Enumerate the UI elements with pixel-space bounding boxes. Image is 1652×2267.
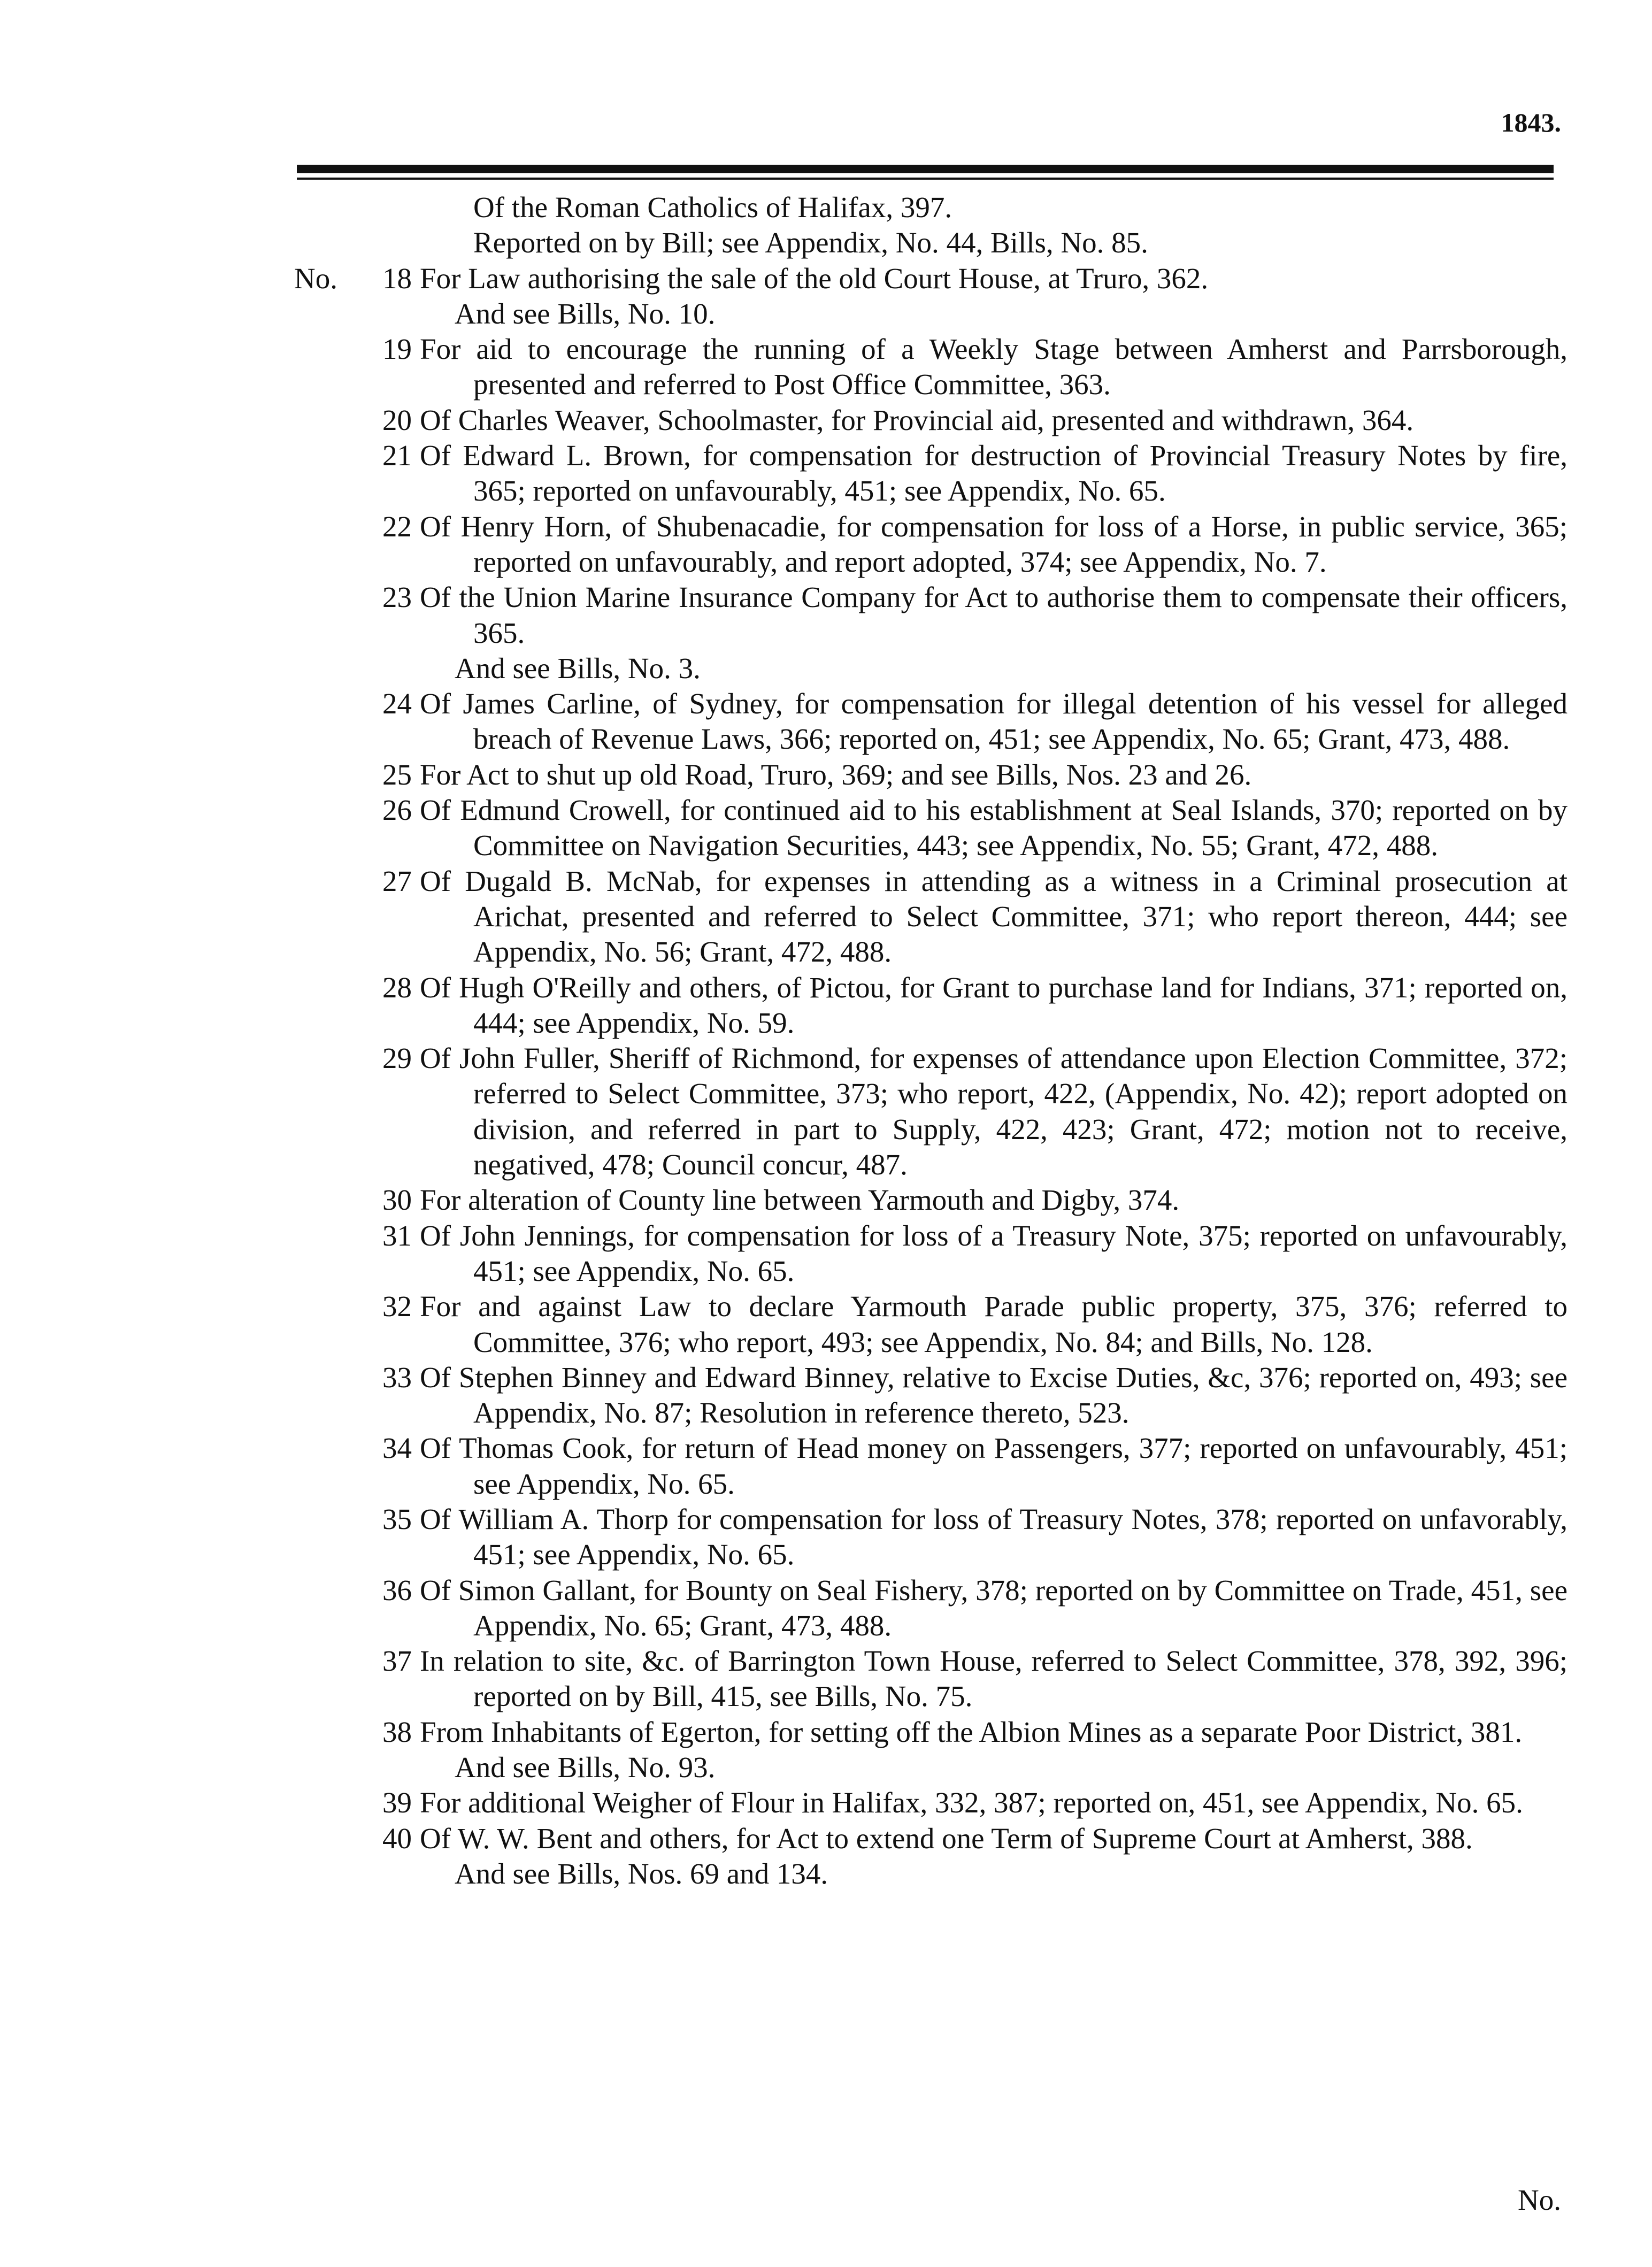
- index-entry: [0, 1431, 1652, 1502]
- entry-text: And see Bills, No. 93.: [455, 1751, 716, 1784]
- header-rule: [297, 165, 1554, 173]
- entry-text: Of John Jennings, for compensation for loss of a Treasury Note, 375; reported on unfavourably, 451; see Appendix, No. 65.: [420, 1219, 1568, 1287]
- entry-number: 23: [382, 581, 412, 614]
- index-entry: [0, 1218, 1652, 1289]
- entry-text: Of Charles Weaver, Schoolmaster, for Provincial aid, presented and withdrawn, 364.: [420, 403, 1414, 436]
- entry-number: 33: [382, 1361, 412, 1394]
- index-entry: [0, 864, 1652, 970]
- index-entry: [0, 332, 1652, 403]
- index-entry: [0, 1821, 1652, 1856]
- entry-text: And see Bills, No. 10.: [455, 297, 716, 330]
- index-entry: [0, 1643, 1652, 1715]
- entry-text: For additional Weigher of Flour in Halifax, 332, 387; reported on, 451, see Appendix, No. 65.: [420, 1786, 1523, 1819]
- entry-text: Of the Roman Catholics of Halifax, 397. Reported on by Bill; see Appendix, No. 44, Bills, No. 85.: [473, 191, 1148, 259]
- entry-number: 37: [382, 1644, 412, 1678]
- entry-text: And see Bills, No. 3.: [455, 651, 701, 685]
- entry-text: Of Stephen Binney and Edward Binney, relative to Excise Duties, &c, 376; reported on, 493; see Appendix, No. 87; Resolution in reference thereto, 523.: [420, 1361, 1568, 1430]
- entry-number: 36: [382, 1573, 412, 1607]
- index-entry: [0, 261, 1652, 296]
- index-entry: [0, 1573, 1652, 1644]
- index-entry: [0, 1182, 1652, 1218]
- index-entries: [0, 190, 1652, 1892]
- entry-number: 19: [382, 333, 412, 366]
- entry-text: Of W. W. Bent and others, for Act to extend one Term of Supreme Court at Amherst, 388.: [420, 1822, 1473, 1855]
- entry-label: No.: [294, 262, 337, 295]
- index-entry: [0, 757, 1652, 793]
- entry-number: 34: [382, 1432, 412, 1465]
- entry-text: For Act to shut up old Road, Truro, 369; and see Bills, Nos. 23 and 26.: [420, 758, 1252, 791]
- entry-number: 32: [382, 1290, 412, 1323]
- entry-number: 26: [382, 794, 412, 827]
- index-entry: [0, 1785, 1652, 1820]
- index-entry: [0, 1289, 1652, 1360]
- entry-text: Of Hugh O'Reilly and others, of Pictou, for Grant to purchase land for Indians, 371; reported on, 444; see Appendix, No. 59.: [420, 971, 1568, 1039]
- index-entry: [0, 296, 1652, 332]
- page-number: 1843.: [1501, 107, 1561, 137]
- index-entry: [0, 686, 1652, 757]
- index-entry: [0, 438, 1652, 509]
- entry-text: Of the Union Marine Insurance Company for Act to authorise them to compensate their officers, 365.: [420, 581, 1568, 649]
- entry-number: 28: [382, 971, 412, 1004]
- entry-number: 30: [382, 1184, 412, 1217]
- entry-number: 38: [382, 1715, 412, 1748]
- entry-text: Of John Fuller, Sheriff of Richmond, for expenses of attendance upon Election Committee, 372; referred to Select Committee, 373; who report, 422, (Appendix, No. 42); report adopted on division, and referred in part to Supply, 422, 423; Grant, 472; motion not to receive, negatived, 478; Council concur, 487.: [420, 1042, 1568, 1181]
- entry-number: 27: [382, 864, 412, 897]
- entry-number: 35: [382, 1502, 412, 1535]
- entry-number: 31: [382, 1219, 412, 1252]
- index-entry: [0, 1041, 1652, 1182]
- entry-number: 29: [382, 1042, 412, 1075]
- entry-text: Of William A. Thorp for compensation for loss of Treasury Notes, 378; reported on unfavorably, 451; see Appendix, No. 65.: [420, 1502, 1568, 1571]
- index-entry: [0, 1502, 1652, 1573]
- entry-number: 18: [382, 262, 412, 295]
- entry-number: 22: [382, 510, 412, 543]
- entry-number: 39: [382, 1786, 412, 1819]
- entry-text: Of James Carline, of Sydney, for compensation for illegal detention of his vessel for alleged breach of Revenue Laws, 366; reported on, 451; see Appendix, No. 65; Grant, 473, 488.: [420, 687, 1568, 756]
- index-entry: [0, 651, 1652, 686]
- entry-text: For aid to encourage the running of a Weekly Stage between Amherst and Parrsborough, presented and referred to Post Office Committee, 363.: [420, 333, 1568, 401]
- entry-number: 40: [382, 1822, 412, 1855]
- entry-number: 20: [382, 403, 412, 436]
- entry-number: 21: [382, 439, 412, 472]
- index-entry: [0, 580, 1652, 651]
- index-entry: [0, 1715, 1652, 1750]
- entry-text: Of Dugald B. McNab, for expenses in attending as a witness in a Criminal prosecution at Arichat, presented and referred to Select Committee, 371; who report thereon, 444; see Appendix, No. 56; Grant, 472, 488.: [420, 864, 1568, 969]
- index-entry: [0, 970, 1652, 1041]
- index-entry: [0, 1750, 1652, 1785]
- entry-number: 25: [382, 758, 412, 791]
- entry-text: For alteration of County line between Yarmouth and Digby, 374.: [420, 1184, 1180, 1217]
- index-entry: [0, 1360, 1652, 1431]
- index-entry: [0, 403, 1652, 438]
- entry-text: Of Henry Horn, of Shubenacadie, for compensation for loss of a Horse, in public service, 365; reported on unfavourably, and report adopted, 374; see Appendix, No. 7.: [420, 510, 1568, 578]
- entry-text: Of Edward L. Brown, for compensation for destruction of Provincial Treasury Notes by fire, 365; reported on unfavourably, 451; see Appendix, No. 65.: [420, 439, 1568, 508]
- entry-text: Of Thomas Cook, for return of Head money on Passengers, 377; reported on unfavourably, 451; see Appendix, No. 65.: [420, 1432, 1568, 1500]
- entry-number: 24: [382, 687, 412, 720]
- header-rule-thin: [297, 178, 1554, 180]
- entry-text: Of Edmund Crowell, for continued aid to his establishment at Seal Islands, 370; reported on by Committee on Navigation Securities, 443; see Appendix, No. 55; Grant, 472, 488.: [420, 794, 1568, 862]
- catchword: No.: [1518, 2184, 1561, 2216]
- index-entry: [0, 1856, 1652, 1892]
- entry-text: And see Bills, Nos. 69 and 134.: [455, 1857, 828, 1890]
- entry-text: In relation to site, &c. of Barrington Town House, referred to Select Committee, 378, 392, 396; reported on by Bill, 415, see Bills, No. 75.: [420, 1644, 1568, 1713]
- index-entry: [0, 509, 1652, 580]
- entry-text: From Inhabitants of Egerton, for setting off the Albion Mines as a separate Poor District, 381.: [420, 1715, 1523, 1748]
- index-entry: [0, 190, 1652, 261]
- index-entry: [0, 793, 1652, 864]
- entry-text: Of Simon Gallant, for Bounty on Seal Fishery, 378; reported on by Committee on Trade, 451, see Appendix, No. 65; Grant, 473, 488.: [420, 1573, 1568, 1642]
- entry-text: For Law authorising the sale of the old Court House, at Truro, 362.: [420, 262, 1209, 295]
- entry-text: For and against Law to declare Yarmouth Parade public property, 375, 376; referred to Committee, 376; who report, 493; see Appendix, No. 84; and Bills, No. 128.: [420, 1290, 1568, 1358]
